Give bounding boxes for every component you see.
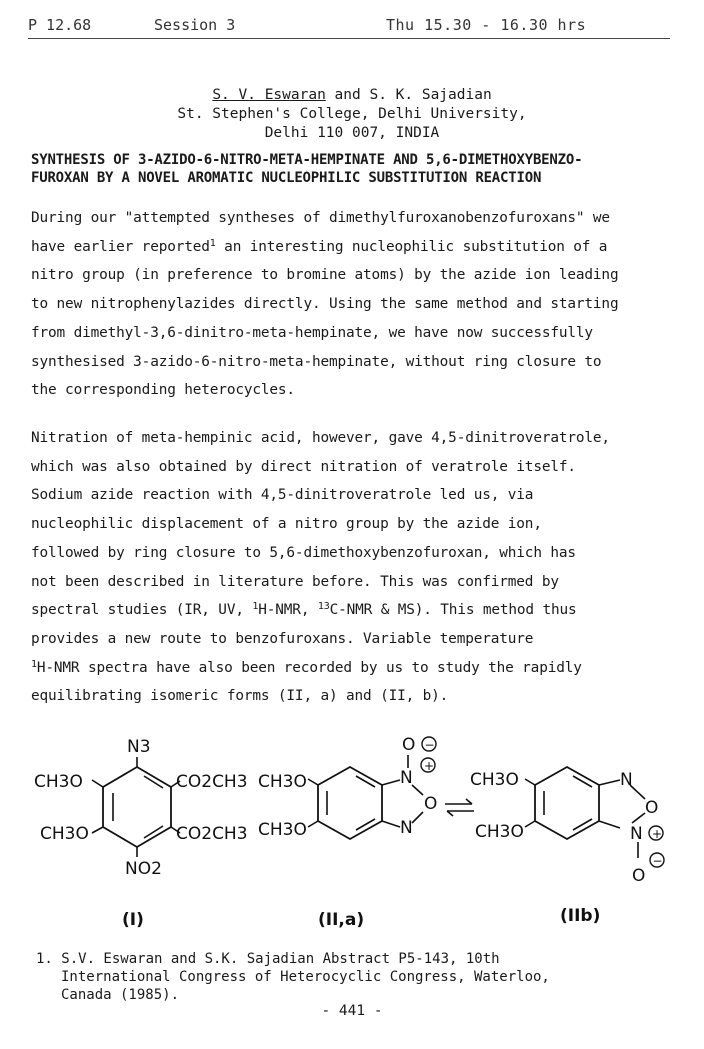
- page-header: [28, 14, 670, 39]
- azide-group: N3: [127, 737, 151, 757]
- text-line: During our "attempted syntheses of dimethylfuroxanobenzofuroxans" we: [31, 210, 610, 226]
- footnote: [36, 950, 550, 1004]
- bond: [382, 780, 400, 785]
- methoxy-group: CH3O: [258, 772, 307, 792]
- ring-nitrogen: N: [620, 770, 633, 790]
- footnote-line: International Congress of Heterocyclic Congress, Waterloo,: [61, 969, 550, 985]
- abstract-code: P 12.68: [28, 16, 92, 34]
- text-span: an interesting nucleophilic substitution of a: [215, 238, 608, 255]
- author-affiliation: St. Stephen's College, Delhi University,: [177, 106, 527, 122]
- title-line-1: SYNTHESIS OF 3-AZIDO-6-NITRO-META-HEMPINATE AND 5,6-DIMETHOXYBENZO-: [31, 152, 583, 168]
- isotope-superscript: 1: [31, 658, 37, 670]
- reference-superscript: 1: [209, 237, 216, 249]
- text-line: followed by ring closure to 5,6-dimethoxybenzofuroxan, which has: [31, 544, 576, 561]
- double-bond: [573, 819, 592, 830]
- bond: [632, 813, 645, 823]
- isotope-superscript: 1: [252, 601, 259, 613]
- methoxy-group: CH3O: [475, 822, 524, 842]
- session-time: Thu 15.30 - 16.30 hrs: [386, 16, 587, 34]
- text-span: C-NMR & MS). This method thus: [329, 602, 577, 619]
- double-bond: [144, 776, 163, 788]
- compound-I: [34, 737, 248, 930]
- paragraph-2: [31, 424, 610, 711]
- co-author: and S. K. Sajadian: [325, 87, 492, 103]
- bond: [308, 779, 318, 785]
- text-line: not been described in literature before. This was confirmed by: [31, 573, 559, 590]
- text-span: H-NMR,: [258, 602, 318, 619]
- session-label: Session 3: [154, 16, 236, 34]
- exocyclic-oxygen: O: [402, 735, 416, 755]
- text-line: from dimethyl-3,6-dinitro-meta-hempinate, we have now successfully: [31, 324, 593, 341]
- ring-oxygen: O: [424, 794, 438, 814]
- negative-charge-sign: −: [652, 854, 663, 868]
- compound-IIb: [470, 767, 664, 926]
- text-line: Nitration of meta-hempinic acid, however, gave 4,5-dinitroveratrole,: [31, 430, 610, 446]
- bond: [382, 821, 400, 827]
- compound-IIa: [258, 735, 437, 930]
- exocyclic-oxygen: O: [632, 866, 646, 886]
- ring-nitrogen: N: [400, 818, 413, 838]
- bond: [412, 785, 423, 795]
- text-line: provides a new route to benzofuroxans. Variable temperature: [31, 630, 534, 647]
- nitro-group: NO2: [125, 859, 162, 879]
- text-line: synthesised 3-azido-6-nitro-meta-hempinate, without ring closure to: [31, 353, 602, 370]
- isotope-superscript: 13: [317, 601, 330, 613]
- methoxy-group: CH3O: [40, 824, 89, 844]
- double-bond: [356, 776, 375, 787]
- text-span: have earlier reported: [31, 238, 210, 255]
- ring-nitrogen: N: [630, 824, 643, 844]
- chemical-structures-figure: [0, 725, 704, 935]
- title-line-2: FUROXAN BY A NOVEL AROMATIC NUCLEOPHILIC SUBSTITUTION REACTION: [31, 170, 542, 186]
- double-bond: [573, 776, 592, 787]
- text-line: equilibrating isomeric forms (II, a) and (II, b).: [31, 688, 449, 705]
- text-line: [31, 596, 610, 625]
- ring-oxygen: O: [645, 798, 659, 818]
- bond: [525, 821, 535, 827]
- bond: [412, 812, 423, 823]
- page-number: - 441 -: [321, 1003, 383, 1019]
- bond: [92, 780, 103, 787]
- author-address: Delhi 110 007, INDIA: [264, 125, 440, 141]
- ester-group: CO2CH3: [176, 772, 248, 792]
- bond: [525, 779, 535, 785]
- compound-label: (I): [122, 910, 144, 930]
- text-span: H-NMR spectra have also been recorded by us to study the rapidly: [36, 659, 582, 676]
- bond: [599, 780, 620, 785]
- methoxy-group: CH3O: [34, 772, 83, 792]
- double-bond: [356, 819, 375, 830]
- paper-title: [31, 151, 582, 187]
- footnote-line: Canada (1985).: [61, 987, 180, 1003]
- author-block: [0, 86, 704, 143]
- compound-label: (II,a): [318, 910, 365, 930]
- compound-label: (IIb): [560, 906, 601, 926]
- double-bond: [144, 826, 163, 838]
- text-span: spectral studies (IR, UV,: [31, 602, 253, 619]
- methoxy-group: CH3O: [258, 820, 307, 840]
- footnote-line: 1. S.V. Eswaran and S.K. Sajadian Abstract P5-143, 10th: [36, 951, 500, 967]
- text-line: nitro group (in preference to bromine atoms) by the azide ion leading: [31, 267, 619, 284]
- ester-group: CO2CH3: [176, 824, 248, 844]
- negative-charge-sign: −: [424, 738, 435, 752]
- author-names: [0, 86, 704, 105]
- paragraph-1: [31, 204, 618, 405]
- text-line: nucleophilic displacement of a nitro group by the azide ion,: [31, 516, 542, 533]
- text-line: Sodium azide reaction with 4,5-dinitroveratrole led us, via: [31, 487, 534, 504]
- text-line: the corresponding heterocycles.: [31, 382, 295, 399]
- text-line: [31, 233, 618, 262]
- bond: [308, 821, 318, 827]
- equilibrium-arrows-icon: [445, 799, 474, 816]
- text-line: to new nitrophenylazides directly. Using the same method and starting: [31, 296, 619, 313]
- bond: [599, 821, 620, 828]
- positive-charge-sign: +: [424, 759, 435, 773]
- bond: [92, 827, 103, 833]
- positive-charge-sign: +: [652, 827, 663, 841]
- text-line: [31, 654, 610, 683]
- ring-nitrogen: N: [400, 768, 413, 788]
- methoxy-group: CH3O: [470, 770, 519, 790]
- text-line: which was also obtained by direct nitration of veratrole itself.: [31, 458, 576, 475]
- presenting-author: S. V. Eswaran: [212, 87, 326, 103]
